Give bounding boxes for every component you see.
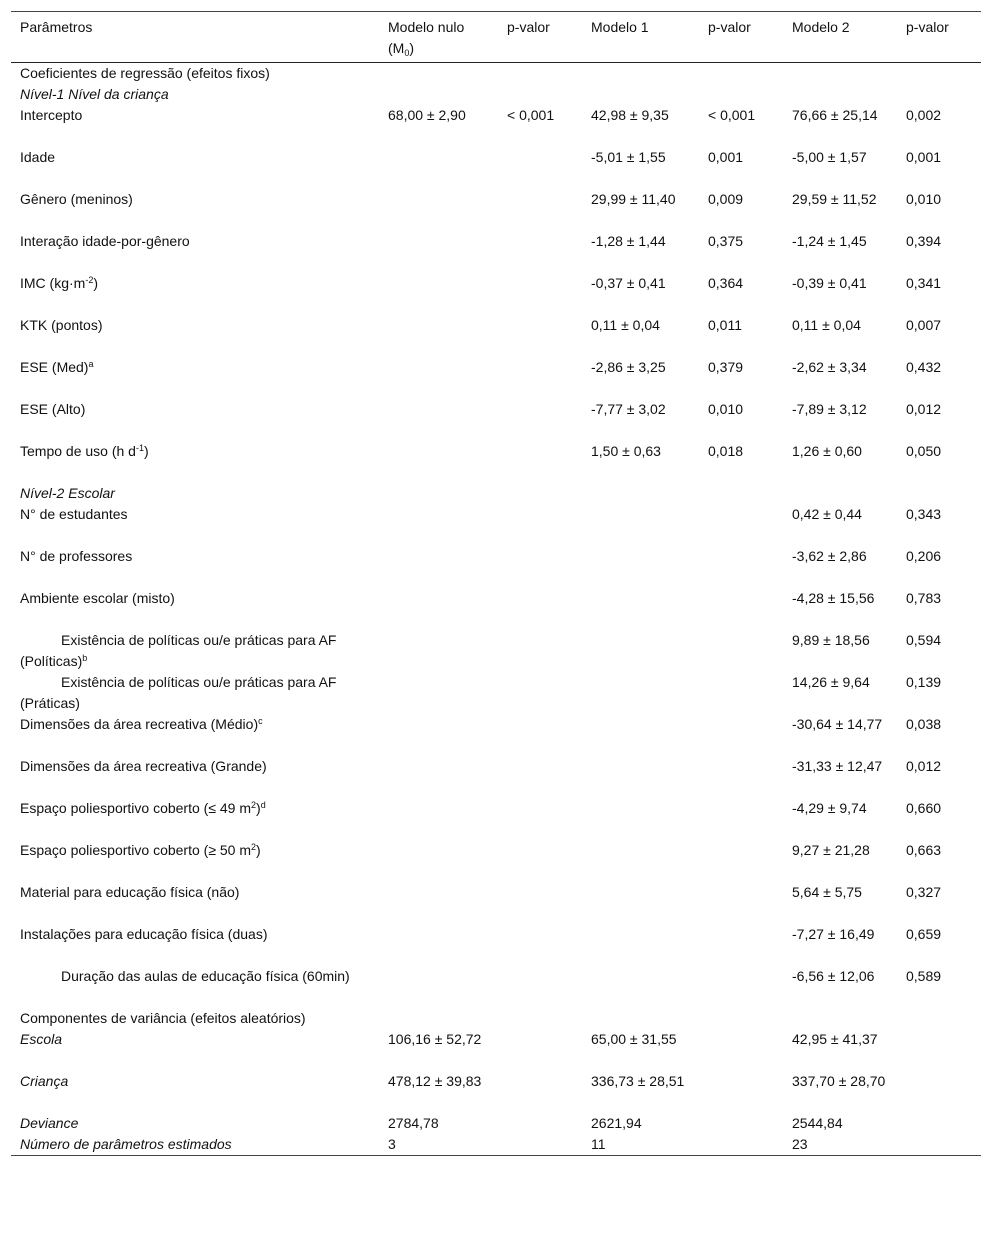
row-label <box>11 630 379 672</box>
null-model-pvalue: < 0,001 <box>507 107 555 123</box>
model2-value: 9,89 ± 18,56 <box>792 632 870 648</box>
model2-pvalue: 0,394 <box>906 233 942 249</box>
model2-value: 0,42 ± 0,44 <box>792 506 862 522</box>
row-label-text: Espaço poliesportivo coberto (≥ 50 m <box>20 842 252 858</box>
null-model-pvalue <box>498 546 582 588</box>
null-model-pvalue <box>498 399 582 441</box>
null-model-pvalue <box>498 672 582 714</box>
level2-row <box>11 504 981 546</box>
null-model-pvalue <box>498 840 582 882</box>
model1-value <box>582 672 699 714</box>
null-model-pvalue <box>498 798 582 840</box>
model1-value: -7,77 ± 3,02 <box>591 401 666 417</box>
row-label <box>11 504 379 546</box>
null-model-value: 3 <box>388 1136 396 1152</box>
row-label: Deviance <box>20 1115 79 1131</box>
level1-row <box>11 147 981 189</box>
model1-pvalue: < 0,001 <box>708 107 756 123</box>
level2-row <box>11 798 981 840</box>
model1-value: 0,11 ± 0,04 <box>591 317 660 333</box>
null-model-value <box>379 189 498 231</box>
model1-pvalue: 0,375 <box>708 233 744 249</box>
model1-pvalue <box>699 756 783 798</box>
model1-value <box>582 504 699 546</box>
model2-value: 0,11 ± 0,04 <box>792 317 861 333</box>
row-label <box>11 147 379 189</box>
row-label-text: Gênero (meninos) <box>20 191 133 207</box>
row-label-text: ESE (Med) <box>20 359 89 375</box>
regression-table <box>11 11 981 1156</box>
model2-value: -2,62 ± 3,34 <box>792 359 867 375</box>
model1-pvalue: 0,364 <box>708 275 744 291</box>
row-label <box>11 714 379 756</box>
model2-pvalue: 0,050 <box>906 443 942 459</box>
model2-pvalue: 0,001 <box>906 149 942 165</box>
model1-value: 65,00 ± 31,55 <box>591 1031 677 1047</box>
null-model-value <box>379 672 498 714</box>
level2-row <box>11 756 981 798</box>
level1-row <box>11 399 981 441</box>
model2-pvalue: 0,007 <box>906 317 942 333</box>
null-model-value <box>379 714 498 756</box>
level2-row <box>11 966 981 1008</box>
model2-pvalue: 0,012 <box>906 758 942 774</box>
model1-value <box>582 588 699 630</box>
row-label-text: KTK (pontos) <box>20 317 103 333</box>
model1-pvalue <box>699 1113 783 1134</box>
row-label <box>11 966 379 1008</box>
model2-pvalue: 0,341 <box>906 275 942 291</box>
null-model-value <box>379 315 498 357</box>
model1-pvalue <box>699 672 783 714</box>
model1-pvalue <box>699 924 783 966</box>
label-superscript: -1 <box>135 443 144 453</box>
variance-title: Componentes de variância (efeitos aleatórios) <box>20 1010 306 1026</box>
null-model-value <box>379 840 498 882</box>
model1-value: 336,73 ± 28,51 <box>591 1073 685 1089</box>
row-label <box>11 882 379 924</box>
row-label-text: Duração das aulas de educação física (60min) <box>61 968 350 984</box>
null-model-value <box>379 273 498 315</box>
model2-value: -4,28 ± 15,56 <box>792 590 875 606</box>
null-model-pvalue <box>498 273 582 315</box>
model2-value: 2544,84 <box>792 1115 843 1131</box>
row-label <box>11 546 379 588</box>
level1-row <box>11 357 981 399</box>
model2-pvalue: 0,589 <box>906 968 942 984</box>
level1-row <box>11 441 981 483</box>
row-label <box>11 273 379 315</box>
null-model-value <box>379 231 498 273</box>
level2-title: Nível-2 Escolar <box>20 485 115 501</box>
null-model-value <box>379 924 498 966</box>
model1-value: 2621,94 <box>591 1115 642 1131</box>
summary-row <box>11 1134 981 1156</box>
model1-value: -2,86 ± 3,25 <box>591 359 666 375</box>
row-label-text: Existência de políticas ou/e práticas para AF (Práticas) <box>20 674 337 711</box>
null-model-pvalue <box>498 756 582 798</box>
row-label <box>11 231 379 273</box>
null-model-pvalue <box>498 231 582 273</box>
model2-pvalue <box>897 1113 981 1134</box>
null-model-pvalue <box>498 1071 582 1113</box>
row-label-text: Intercepto <box>20 107 83 123</box>
null-model-value <box>379 441 498 483</box>
row-label-text: Material para educação física (não) <box>20 884 240 900</box>
col-header-pvalue-m0: p-valor <box>498 12 582 63</box>
col-header-parameters: Parâmetros <box>11 12 379 63</box>
null-model-value <box>379 147 498 189</box>
summary-row <box>11 1113 981 1134</box>
model2-value: 23 <box>792 1136 808 1152</box>
model2-pvalue: 0,659 <box>906 926 942 942</box>
level1-section-row <box>11 84 981 105</box>
model2-pvalue: 0,139 <box>906 674 942 690</box>
null-model-pvalue <box>498 147 582 189</box>
model1-pvalue <box>699 840 783 882</box>
row-label <box>11 924 379 966</box>
level1-row <box>11 273 981 315</box>
row-label <box>11 840 379 882</box>
row-label-text: Tempo de uso (h d <box>20 443 136 459</box>
label-suffix: ) <box>93 275 99 291</box>
model1-pvalue <box>699 630 783 672</box>
level2-row <box>11 672 981 714</box>
model1-value: -5,01 ± 1,55 <box>591 149 666 165</box>
null-model-pvalue <box>498 315 582 357</box>
row-label-text: Existência de políticas ou/e práticas para AF (Políticas) <box>20 632 337 669</box>
row-label-text: IMC (kg·m <box>20 275 86 291</box>
row-label <box>11 672 379 714</box>
model2-value: -7,27 ± 16,49 <box>792 926 875 942</box>
row-label-text: Ambiente escolar (misto) <box>20 590 175 606</box>
label-superscript: c <box>258 716 263 726</box>
model2-pvalue: 0,432 <box>906 359 942 375</box>
model1-pvalue <box>699 714 783 756</box>
fixed-effects-title: Coeficientes de regressão (efeitos fixos) <box>20 65 270 81</box>
null-model-pvalue <box>498 966 582 1008</box>
label-superscript: a <box>88 359 94 369</box>
null-model-pvalue <box>498 630 582 672</box>
null-model-value <box>379 399 498 441</box>
model2-pvalue: 0,660 <box>906 800 942 816</box>
row-label-text: N° de professores <box>20 548 133 564</box>
col-header-model2: Modelo 2 <box>783 12 897 63</box>
label-superscript: b <box>82 653 88 663</box>
model2-value: 29,59 ± 11,52 <box>792 191 877 207</box>
level2-row <box>11 882 981 924</box>
model2-value: 337,70 ± 28,70 <box>792 1073 886 1089</box>
variance-row <box>11 1071 981 1113</box>
col-header-pvalue-m2: p-valor <box>897 12 981 63</box>
null-model-value: 68,00 ± 2,90 <box>388 107 466 123</box>
model1-pvalue: 0,011 <box>708 317 742 333</box>
model2-pvalue: 0,327 <box>906 884 942 900</box>
row-label <box>11 399 379 441</box>
level2-row <box>11 588 981 630</box>
model2-value: -4,29 ± 9,74 <box>792 800 867 816</box>
model1-pvalue <box>699 1071 783 1113</box>
null-model-value <box>379 798 498 840</box>
null-model-value <box>379 882 498 924</box>
row-label <box>11 588 379 630</box>
level1-row <box>11 315 981 357</box>
label-superscript: 2 <box>251 842 257 852</box>
model1-value: 11 <box>591 1136 606 1152</box>
model1-value: 42,98 ± 9,35 <box>591 107 669 123</box>
null-model-value: 2784,78 <box>388 1115 439 1131</box>
null-model-pvalue <box>498 189 582 231</box>
model2-value: 14,26 ± 9,64 <box>792 674 870 690</box>
level1-title: Nível-1 Nível da criança <box>20 86 169 102</box>
level1-row <box>11 231 981 273</box>
null-model-pvalue <box>498 714 582 756</box>
model1-pvalue <box>699 966 783 1008</box>
model1-value <box>582 966 699 1008</box>
row-label-text: N° de estudantes <box>20 506 128 522</box>
model1-pvalue: 0,009 <box>708 191 744 207</box>
null-model-subscript: 0 <box>404 48 410 58</box>
null-model-value: 106,16 ± 52,72 <box>388 1031 482 1047</box>
variance-row <box>11 1029 981 1071</box>
model1-value <box>582 756 699 798</box>
row-label-text: Dimensões da área recreativa (Grande) <box>20 758 267 774</box>
row-label-text: Interação idade-por-gênero <box>20 233 190 249</box>
row-label <box>11 105 379 147</box>
model2-value: -5,00 ± 1,57 <box>792 149 867 165</box>
model1-value: 1,50 ± 0,63 <box>591 443 661 459</box>
header-row <box>11 12 981 63</box>
model2-value: 9,27 ± 21,28 <box>792 842 870 858</box>
model2-pvalue: 0,206 <box>906 548 942 564</box>
null-model-pvalue <box>498 588 582 630</box>
model2-value: -7,89 ± 3,12 <box>792 401 867 417</box>
row-label-text: Idade <box>20 149 56 165</box>
null-model-pvalue <box>498 504 582 546</box>
model1-value: -1,28 ± 1,44 <box>591 233 666 249</box>
model2-value: 5,64 ± 5,75 <box>792 884 862 900</box>
row-label: Criança <box>20 1073 69 1089</box>
row-label <box>11 441 379 483</box>
model2-pvalue: 0,012 <box>906 401 942 417</box>
fixed-effects-section-row <box>11 63 981 85</box>
null-model-value <box>379 504 498 546</box>
model2-value: -30,64 ± 14,77 <box>792 716 883 732</box>
null-model-value <box>379 966 498 1008</box>
model2-pvalue: 0,594 <box>906 632 942 648</box>
model2-pvalue: 0,010 <box>906 191 942 207</box>
level2-row <box>11 924 981 966</box>
null-model-paren-close: ) <box>409 40 415 56</box>
model2-value: -0,39 ± 0,41 <box>792 275 867 291</box>
model1-value <box>582 840 699 882</box>
level2-row <box>11 714 981 756</box>
null-model-pvalue <box>498 357 582 399</box>
model2-value: 76,66 ± 25,14 <box>792 107 878 123</box>
null-model-pvalue <box>498 1029 582 1071</box>
model1-pvalue <box>699 798 783 840</box>
model1-value <box>582 630 699 672</box>
row-label-text: Espaço poliesportivo coberto (≤ 49 m <box>20 800 252 816</box>
label-suffix: ) <box>143 443 149 459</box>
row-label <box>11 357 379 399</box>
row-label-text: Instalações para educação física (duas) <box>20 926 268 942</box>
model1-value <box>582 924 699 966</box>
footnote-marker: d <box>260 800 266 810</box>
model2-pvalue <box>897 1134 981 1156</box>
variance-section-row <box>11 1008 981 1029</box>
null-model-value <box>379 357 498 399</box>
row-label: Número de parâmetros estimados <box>20 1136 232 1152</box>
model1-pvalue <box>699 588 783 630</box>
level1-row <box>11 189 981 231</box>
null-model-value <box>379 546 498 588</box>
model1-value <box>582 714 699 756</box>
label-suffix: ) <box>256 842 261 858</box>
model1-pvalue <box>699 504 783 546</box>
row-label: Escola <box>20 1031 63 1047</box>
null-model-value <box>379 756 498 798</box>
model1-value: -0,37 ± 0,41 <box>591 275 666 291</box>
model2-pvalue: 0,663 <box>906 842 942 858</box>
row-label <box>11 315 379 357</box>
null-model-value: 478,12 ± 39,83 <box>388 1073 482 1089</box>
level1-row <box>11 105 981 147</box>
level2-row <box>11 840 981 882</box>
null-model-value <box>379 588 498 630</box>
null-model-pvalue <box>498 1134 582 1156</box>
row-label <box>11 189 379 231</box>
model2-value: 42,95 ± 41,37 <box>792 1031 878 1047</box>
model1-value <box>582 798 699 840</box>
level2-row <box>11 546 981 588</box>
model1-value: 29,99 ± 11,40 <box>591 191 676 207</box>
row-label <box>11 798 379 840</box>
model2-value: -31,33 ± 12,47 <box>792 758 883 774</box>
model1-value <box>582 546 699 588</box>
level2-section-row <box>11 483 981 504</box>
model2-value: -1,24 ± 1,45 <box>792 233 867 249</box>
model1-pvalue: 0,379 <box>708 359 744 375</box>
model2-value: -6,56 ± 12,06 <box>792 968 875 984</box>
col-header-pvalue-m1: p-valor <box>699 12 783 63</box>
model1-pvalue <box>699 546 783 588</box>
model1-pvalue: 0,018 <box>708 443 744 459</box>
level2-row <box>11 630 981 672</box>
model2-pvalue <box>897 1029 981 1071</box>
model1-pvalue: 0,010 <box>708 401 744 417</box>
model2-pvalue: 0,002 <box>906 107 942 123</box>
row-label-text: ESE (Alto) <box>20 401 86 417</box>
row-label <box>11 756 379 798</box>
model2-pvalue <box>897 1071 981 1113</box>
model2-pvalue: 0,038 <box>906 716 942 732</box>
null-model-pvalue <box>498 1113 582 1134</box>
model1-pvalue <box>699 1134 783 1156</box>
model1-pvalue: 0,001 <box>708 149 744 165</box>
null-model-pvalue <box>498 882 582 924</box>
model1-value <box>582 882 699 924</box>
model2-pvalue: 0,343 <box>906 506 942 522</box>
model2-pvalue: 0,783 <box>906 590 942 606</box>
null-model-label: Modelo nulo <box>388 19 465 35</box>
row-label-text: Dimensões da área recreativa (Médio) <box>20 716 259 732</box>
model1-pvalue <box>699 1029 783 1071</box>
label-suffix: ) <box>256 800 261 816</box>
label-superscript: 2 <box>251 800 257 810</box>
null-model-pvalue <box>498 441 582 483</box>
null-model-paren-open: (M <box>388 40 405 56</box>
col-header-null-model <box>379 12 498 63</box>
null-model-pvalue <box>498 924 582 966</box>
label-superscript: -2 <box>85 275 94 285</box>
model2-value: 1,26 ± 0,60 <box>792 443 862 459</box>
null-model-value <box>379 630 498 672</box>
col-header-model1: Modelo 1 <box>582 12 699 63</box>
model2-value: -3,62 ± 2,86 <box>792 548 867 564</box>
model1-pvalue <box>699 882 783 924</box>
